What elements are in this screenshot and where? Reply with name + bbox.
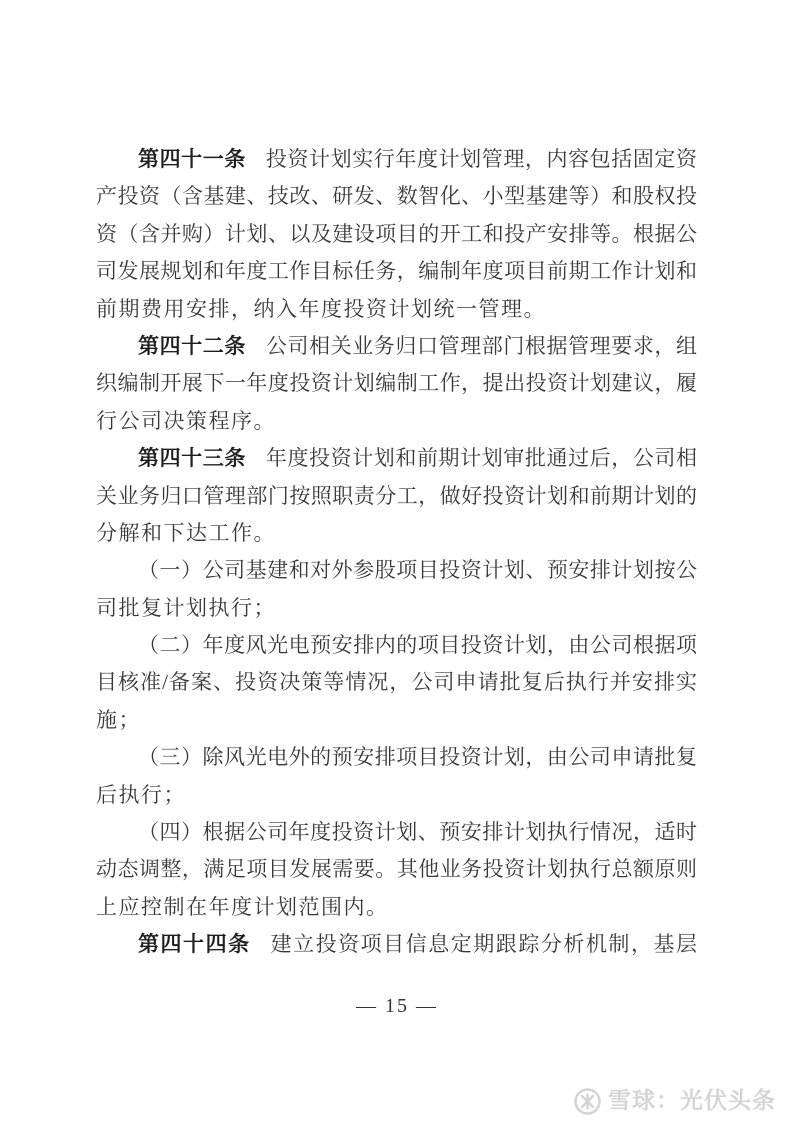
article-heading: 第四十一条 [138,147,246,171]
article-heading: 第四十二条 [138,333,246,358]
text-line: （二）年度风光电预安排内的项目投资计划，由公司根据项 [138,633,697,658]
text-line: 产投资（含基建、技改、研发、数智化、小型基建等）和股权投 [96,184,697,209]
text-line: 第四十一条 投资计划实行年度计划管理，内容包括固定资 [138,147,697,171]
text-line: 前期费用安排，纳入年度投资计划统一管理。 [96,296,546,321]
text-line: 分解和下达工作。 [96,520,276,545]
text-line: 目核准/备案、投资决策等情况，公司申请批复后执行并安排实 [96,670,697,695]
text-line: 动态调整，满足项目发展需要。其他业务投资计划执行总额原则 [96,857,697,882]
xueqiu-snowball-icon [573,1087,602,1116]
text-line: 上应控制在年度计划范围内。 [96,894,389,919]
text-line: 行公司决策程序。 [96,408,276,433]
text-line: 织编制开展下一年度投资计划编制工作，提出投资计划建议，履 [96,371,697,396]
text-line: 关业务归口管理部门按照职责分工，做好投资计划和前期计划的 [96,483,697,508]
document-body [96,141,697,964]
page-number: — 15 — [356,995,438,1017]
text-line: （四）根据公司年度投资计划、预安排计划执行情况，适时 [138,820,697,845]
text-line: 后执行； [96,782,186,807]
text-line: 资（含并购）计划、以及建设项目的开工和投产安排等。根据公 [96,221,697,246]
text-line: 第四十三条 年度投资计划和前期计划审批通过后，公司相 [138,446,697,471]
text-line: （一）公司基建和对外参股项目投资计划、预安排计划按公 [138,558,697,583]
article-heading: 第四十四条 [138,932,251,957]
article-heading: 第四十三条 [138,446,246,471]
text-line: （三）除风光电外的预安排项目投资计划，由公司申请批复 [138,745,697,770]
text-line: 第四十四条 建立投资项目信息定期跟踪分析机制，基层 [138,932,697,957]
text-line: 司发展规划和年度工作目标任务，编制年度项目前期工作计划和 [96,259,697,284]
text-line: 司批复计划执行； [96,595,276,620]
text-line: 第四十二条 公司相关业务归口管理部门根据管理要求，组 [138,333,697,358]
text-line: 施； [96,707,141,732]
watermark-label: 雪球：光伏头条 [608,1088,776,1113]
watermark [573,1086,776,1116]
